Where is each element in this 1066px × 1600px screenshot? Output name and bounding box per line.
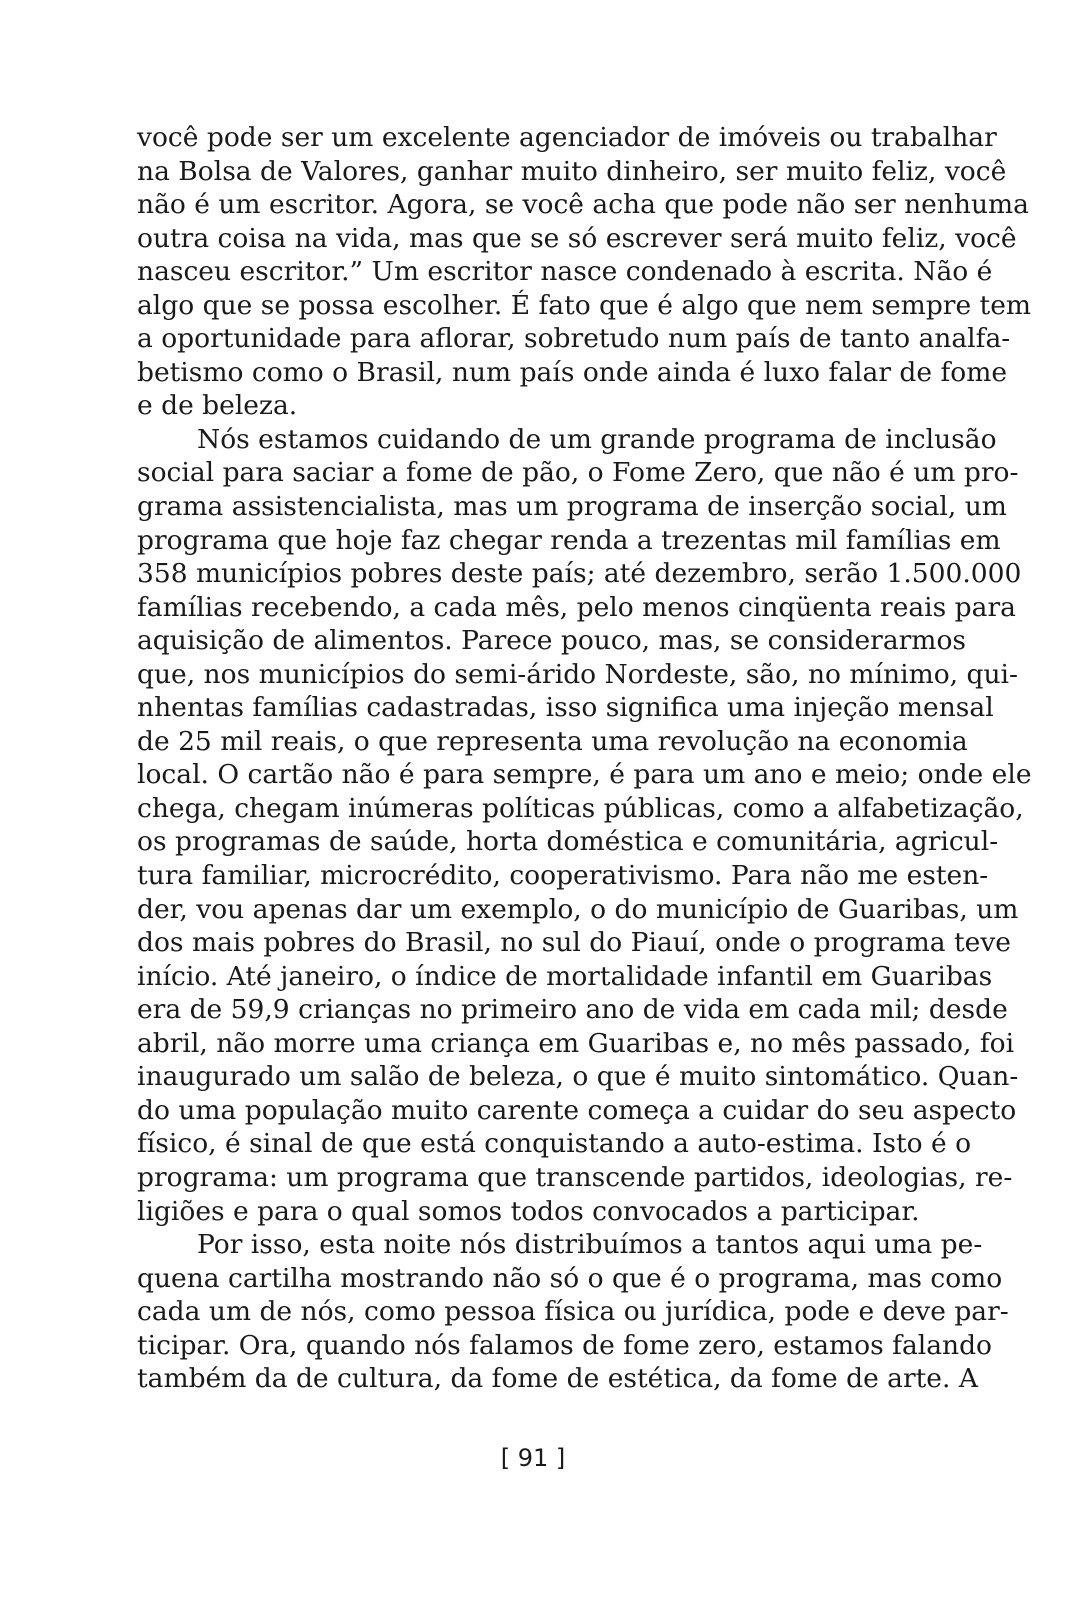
text-line: chega, chegam inúmeras políticas públicas, como a alfabetização, bbox=[137, 792, 1024, 824]
text-line: nhentas famílias cadastradas, isso significa uma injeção mensal bbox=[137, 692, 994, 724]
text-line: Nós estamos cuidando de um grande programa de inclusão bbox=[197, 423, 997, 455]
paragraph bbox=[137, 121, 1032, 423]
page-number: [ 91 ] bbox=[500, 1444, 566, 1472]
text-line: tura familiar, microcrédito, cooperativismo. Para não me esten- bbox=[137, 860, 989, 892]
text-line: dos mais pobres do Brasil, no sul do Piauí, onde o programa teve bbox=[137, 927, 1011, 959]
text-line: algo que se possa escolher. É fato que é algo que nem sempre tem bbox=[137, 289, 1032, 321]
text-line: físico, é sinal de que está conquistando a auto-estima. Isto é o bbox=[137, 1128, 972, 1160]
text-line: programa que hoje faz chegar renda a trezentas mil famílias em bbox=[137, 524, 1001, 556]
body-text bbox=[137, 121, 1032, 1396]
text-line: der, vou apenas dar um exemplo, o do município de Guaribas, um bbox=[137, 893, 1019, 925]
text-line: local. O cartão não é para sempre, é para um ano e meio; onde ele bbox=[137, 759, 1032, 791]
paragraph bbox=[137, 1228, 1009, 1396]
text-line: abril, não morre uma criança em Guaribas e, no mês passado, foi bbox=[137, 1027, 1015, 1059]
text-line: outra coisa na vida, mas que se só escrever será muito feliz, você bbox=[137, 222, 1017, 254]
text-line: era de 59,9 crianças no primeiro ano de vida em cada mil; desde bbox=[137, 994, 1008, 1026]
text-line: quena cartilha mostrando não só o que é o programa, mas como bbox=[137, 1262, 1003, 1294]
paragraph bbox=[137, 423, 1032, 1228]
text-line: inaugurado um salão de beleza, o que é muito sintomático. Quan- bbox=[137, 1061, 1019, 1093]
text-line: betismo como o Brasil, num país onde ainda é luxo falar de fome bbox=[137, 356, 1008, 388]
text-line: início. Até janeiro, o índice de mortalidade infantil em Guaribas bbox=[137, 960, 993, 992]
text-line: que, nos municípios do semi-árido Nordeste, são, no mínimo, qui- bbox=[137, 658, 1018, 690]
text-line: aquisição de alimentos. Parece pouco, mas, se considerarmos bbox=[137, 625, 966, 657]
text-line: os programas de saúde, horta doméstica e comunitária, agricul- bbox=[137, 826, 999, 858]
text-line: famílias recebendo, a cada mês, pelo menos cinqüenta reais para bbox=[137, 591, 1016, 623]
text-line: social para saciar a fome de pão, o Fome Zero, que não é um pro- bbox=[137, 457, 1019, 489]
text-line: Por isso, esta noite nós distribuímos a tantos aqui uma pe- bbox=[197, 1229, 983, 1261]
text-line: a oportunidade para aflorar, sobretudo num país de tanto analfa- bbox=[137, 323, 1011, 355]
text-line: 358 municípios pobres deste país; até dezembro, serão 1.500.000 bbox=[137, 558, 1022, 590]
text-line: nasceu escritor.” Um escritor nasce condenado à escrita. Não é bbox=[137, 256, 993, 288]
text-line: na Bolsa de Valores, ganhar muito dinheiro, ser muito feliz, você bbox=[137, 155, 1007, 187]
text-line: também da de cultura, da fome de estética, da fome de arte. A bbox=[137, 1363, 978, 1395]
text-line: programa: um programa que transcende partidos, ideologias, re- bbox=[137, 1161, 1013, 1193]
text-line: ticipar. Ora, quando nós falamos de fome zero, estamos falando bbox=[137, 1329, 993, 1361]
text-line: você pode ser um excelente agenciador de imóveis ou trabalhar bbox=[137, 122, 997, 153]
text-line: de 25 mil reais, o que representa uma revolução na economia bbox=[137, 725, 968, 757]
text-line: e de beleza. bbox=[137, 390, 298, 422]
text-line: grama assistencialista, mas um programa de inserção social, um bbox=[137, 491, 1007, 523]
text-line: do uma população muito carente começa a cuidar do seu aspecto bbox=[137, 1094, 1017, 1126]
text-line: ligiões e para o qual somos todos convocados a participar. bbox=[137, 1195, 920, 1227]
text-line: não é um escritor. Agora, se você acha que pode não ser nenhuma bbox=[137, 189, 1029, 221]
text-line: cada um de nós, como pessoa física ou jurídica, pode e deve par- bbox=[137, 1296, 1009, 1328]
